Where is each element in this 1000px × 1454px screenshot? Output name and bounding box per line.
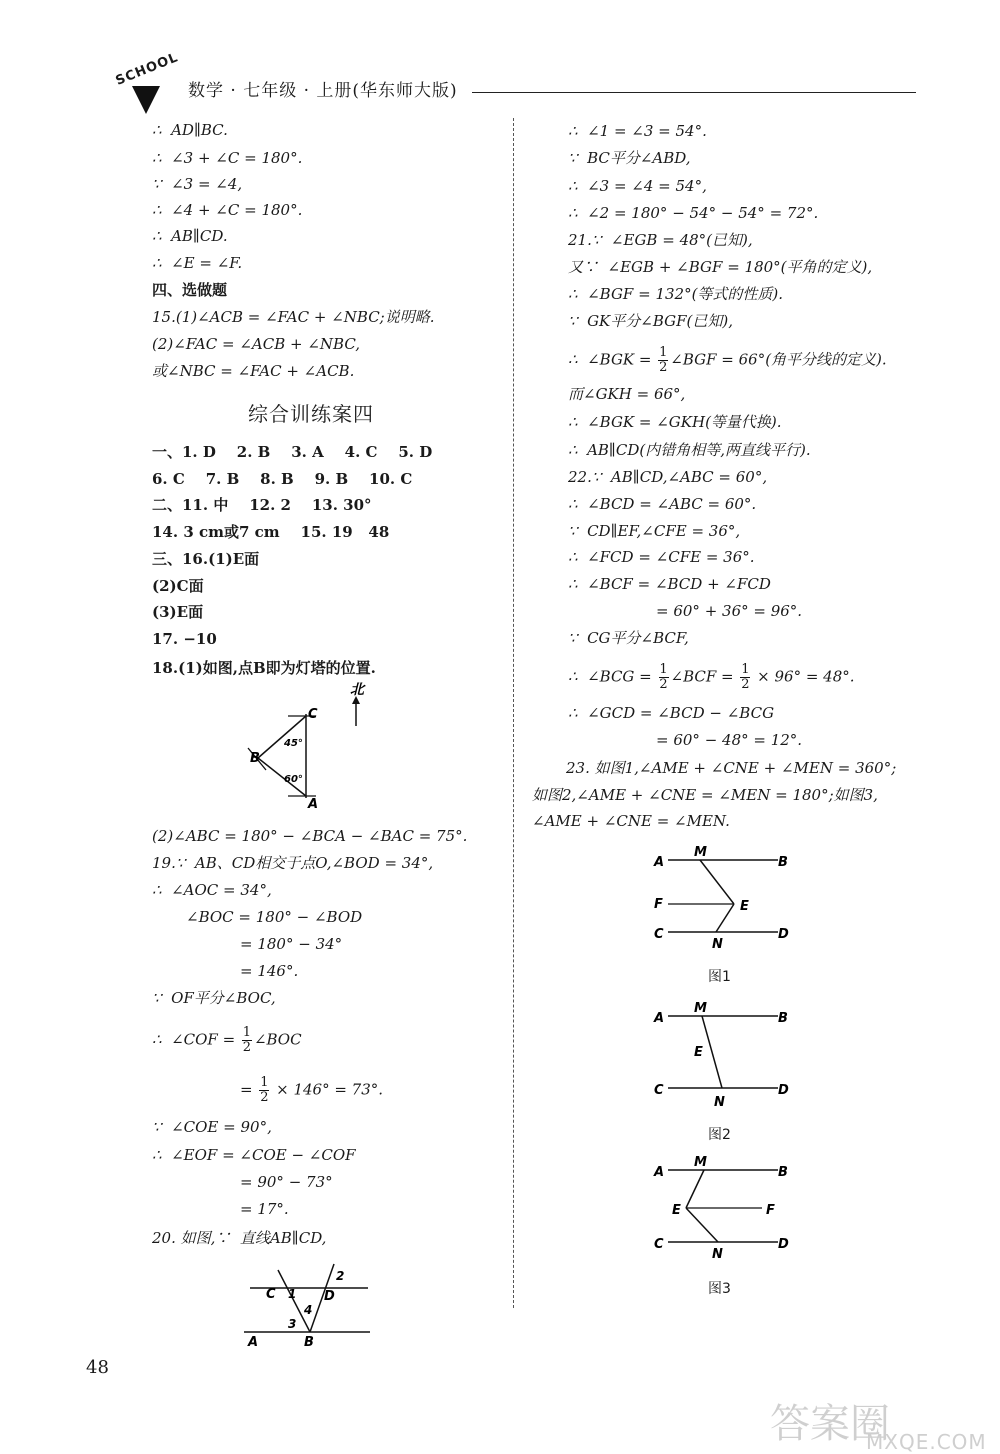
fig3-label-e: E bbox=[672, 1203, 681, 1218]
fig3-label-b: B bbox=[778, 1165, 788, 1180]
text-line: 19.∵ AB、CD相交于点O,∠BOD = 34°, bbox=[152, 854, 434, 872]
fig18-label-b: B bbox=[250, 751, 260, 766]
text-line: 或∠NBC = ∠FAC + ∠ACB. bbox=[152, 362, 355, 380]
header-title: 数学 · 七年级 · 上册(华东师大版) bbox=[188, 81, 458, 101]
fraction-num: 1 bbox=[242, 1025, 252, 1040]
fig1-label-d: D bbox=[778, 927, 789, 942]
text-line: 15.(1)∠ACB = ∠FAC + ∠NBC;说明略. bbox=[152, 308, 435, 326]
fraction-num: 1 bbox=[260, 1075, 269, 1090]
school-logo-text: SCHOOL bbox=[113, 50, 181, 89]
fraction bbox=[259, 1076, 269, 1105]
fig3-label-f: F bbox=[766, 1203, 775, 1218]
watermark: 答案圈 bbox=[770, 1401, 890, 1447]
fig2-label-b: B bbox=[778, 1011, 788, 1026]
text-line: (2)∠FAC = ∠ACB + ∠NBC, bbox=[152, 335, 361, 353]
equation-22 bbox=[568, 663, 855, 692]
fig18-label-a: A bbox=[308, 797, 319, 812]
fraction-num: 1 bbox=[741, 662, 750, 677]
text-line: ∠BOC = 180° − ∠BOD bbox=[186, 908, 363, 926]
fraction-num: 1 bbox=[659, 345, 668, 360]
fig20-label-b: B bbox=[304, 1335, 314, 1350]
text-line: 23. 如图1,∠AME + ∠CNE + ∠MEN = 360°; bbox=[566, 759, 897, 777]
text-line: ∴ ∠2 = 180° − 54° − 54° = 72°. bbox=[568, 204, 819, 222]
text-line: ∵ OF平分∠BOC, bbox=[152, 989, 276, 1007]
equation-21 bbox=[568, 346, 887, 375]
page-header bbox=[100, 50, 920, 118]
text-line: ∴ ∠FCD = ∠CFE = 36°. bbox=[568, 548, 755, 566]
text-line: = 90° − 73° bbox=[240, 1173, 333, 1191]
eq-text: ∴ ∠BGK = bbox=[568, 350, 657, 369]
eq-text: × 146° = 73°. bbox=[271, 1080, 384, 1099]
answer-line: 17. −10 bbox=[152, 630, 217, 648]
text-line: 21.∵ ∠EGB = 48°(已知), bbox=[568, 231, 753, 249]
text-line: ∵ ∠COE = 90°, bbox=[152, 1118, 272, 1136]
text-line: ∠AME + ∠CNE = ∠MEN. bbox=[532, 812, 730, 830]
text-line: ∴ ∠BCD = ∠ABC = 60°. bbox=[568, 495, 757, 513]
fraction-den: 2 bbox=[242, 1040, 252, 1055]
fig3-label-a: A bbox=[654, 1165, 665, 1180]
fig3-label-d: D bbox=[778, 1237, 789, 1252]
text-line: ∴ ∠1 = ∠3 = 54°. bbox=[568, 122, 707, 140]
fig18-line-bc bbox=[258, 716, 306, 758]
fig1-label-n: N bbox=[712, 937, 723, 952]
text-line: ∵ ∠3 = ∠4, bbox=[152, 175, 243, 193]
fig20-label-c: C bbox=[266, 1287, 276, 1302]
fig1-label-c: C bbox=[654, 927, 664, 942]
figure-23-2 bbox=[648, 996, 798, 1110]
equation-19a bbox=[152, 1026, 302, 1055]
answer-line: 二、11. 中 12. 2 13. 30° bbox=[152, 496, 372, 514]
figure-23-3 bbox=[648, 1152, 798, 1266]
text-line: 又∵ ∠EGB + ∠BGF = 180°(平角的定义), bbox=[568, 258, 873, 276]
text-line: ∴ ∠E = ∠F. bbox=[152, 254, 243, 272]
fig18-angle-45: 45° bbox=[284, 738, 303, 749]
fig1-label-m: M bbox=[694, 845, 707, 860]
fig20-angle-3: 3 bbox=[288, 1317, 297, 1331]
eq-text: × 96° = 48°. bbox=[752, 667, 855, 686]
text-line: 20. 如图,∵ 直线AB∥CD, bbox=[152, 1229, 327, 1247]
fig1-label-b: B bbox=[778, 855, 788, 870]
fig3-label-c: C bbox=[654, 1237, 664, 1252]
answer-line: 18.(1)如图,点B即为灯塔的位置. bbox=[152, 659, 376, 677]
text-line: = 180° − 34° bbox=[240, 935, 343, 953]
fig2-label-e: E bbox=[694, 1045, 703, 1060]
fig18-angle-60: 60° bbox=[284, 774, 303, 785]
text-line: = 146°. bbox=[240, 962, 299, 980]
text-line: ∵ GK平分∠BGF(已知), bbox=[568, 312, 734, 330]
column-divider bbox=[513, 118, 514, 1308]
text-line: ∴ ∠BCF = ∠BCD + ∠FCD bbox=[568, 575, 771, 593]
fig20-label-d: D bbox=[324, 1289, 335, 1304]
answer-line: 一、1. D 2. B 3. A 4. C 5. D bbox=[152, 443, 433, 461]
text-line: ∴ ∠AOC = 34°, bbox=[152, 881, 272, 899]
fraction bbox=[242, 1026, 252, 1055]
fig18-north: 北 bbox=[350, 682, 364, 698]
fig2-label-m: M bbox=[694, 1001, 707, 1016]
watermark-url: MXQE.COM bbox=[866, 1430, 987, 1454]
text-line: ∴ ∠4 + ∠C = 180°. bbox=[152, 201, 303, 219]
fig3-line-en bbox=[686, 1208, 718, 1242]
section-title: 综合训练案四 bbox=[248, 402, 374, 426]
text-line: = 60° − 48° = 12°. bbox=[656, 731, 803, 749]
eq-text: ∴ ∠COF = bbox=[152, 1030, 240, 1049]
fraction bbox=[658, 346, 668, 375]
text-line: 22.∵ AB∥CD,∠ABC = 60°, bbox=[568, 468, 768, 486]
text-line: ∴ ∠BGF = 132°(等式的性质). bbox=[568, 285, 784, 303]
fig20-angle-1: 1 bbox=[288, 1287, 297, 1301]
fraction-den: 2 bbox=[741, 677, 750, 692]
fig1-label-a: A bbox=[654, 855, 665, 870]
figure-18 bbox=[238, 680, 378, 815]
text-line: = 60° + 36° = 96°. bbox=[656, 602, 803, 620]
school-logo-icon bbox=[132, 86, 160, 114]
fig2-label-c: C bbox=[654, 1083, 664, 1098]
fig20-angle-4: 4 bbox=[304, 1303, 313, 1317]
fig2-label-d: D bbox=[778, 1083, 789, 1098]
text-line: ∴ AB∥CD(内错角相等,两直线平行). bbox=[568, 441, 811, 459]
answer-line: (3)E面 bbox=[152, 603, 204, 621]
figure-caption-1: 图1 bbox=[708, 969, 731, 985]
header-rule bbox=[472, 92, 916, 93]
text-line: ∴ ∠BGK = ∠GKH(等量代换). bbox=[568, 413, 782, 431]
text-line: ∴ ∠EOF = ∠COE − ∠COF bbox=[152, 1146, 356, 1164]
fig3-label-m: M bbox=[694, 1155, 707, 1170]
answer-line: 6. C 7. B 8. B 9. B 10. C bbox=[152, 470, 413, 488]
text-line: = 17°. bbox=[240, 1200, 289, 1218]
answer-line: 14. 3 cm或7 cm 15. 19 48 bbox=[152, 523, 390, 541]
text-line: 如图2,∠AME + ∠CNE = ∠MEN = 180°;如图3, bbox=[532, 786, 878, 804]
text-line: ∴ ∠3 + ∠C = 180°. bbox=[152, 149, 303, 167]
fraction bbox=[659, 663, 669, 692]
fig2-line-mn bbox=[702, 1016, 722, 1088]
figure-23-1 bbox=[648, 842, 798, 954]
text-line: ∵ CD∥EF,∠CFE = 36°, bbox=[568, 522, 741, 540]
eq-text: = bbox=[240, 1080, 258, 1099]
eq-text: ∴ ∠BCG = bbox=[568, 667, 657, 686]
eq-text: ∠BCF = bbox=[670, 667, 739, 686]
fig1-label-e: E bbox=[740, 899, 749, 914]
fraction-den: 2 bbox=[659, 360, 668, 375]
fig3-label-n: N bbox=[712, 1247, 723, 1262]
figure-caption-3: 图3 bbox=[708, 1281, 731, 1297]
fig2-label-a: A bbox=[654, 1011, 665, 1026]
equation-19b bbox=[240, 1076, 383, 1105]
fraction-num: 1 bbox=[659, 662, 668, 677]
text-line: (2)∠ABC = 180° − ∠BCA − ∠BAC = 75°. bbox=[152, 827, 468, 845]
fig20-angle-2: 2 bbox=[336, 1269, 345, 1283]
eq-text: ∠BOC bbox=[253, 1030, 302, 1049]
text-line: ∴ AB∥CD. bbox=[152, 227, 228, 245]
fig3-line-me bbox=[686, 1170, 704, 1208]
text-line: ∴ ∠3 = ∠4 = 54°, bbox=[568, 177, 707, 195]
fig20-label-a: A bbox=[248, 1335, 259, 1350]
fig1-line-en bbox=[716, 904, 734, 932]
fraction bbox=[740, 663, 750, 692]
section-heading: 四、选做题 bbox=[152, 281, 228, 299]
answer-line: (2)C面 bbox=[152, 577, 204, 595]
text-line: ∴ ∠GCD = ∠BCD − ∠BCG bbox=[568, 704, 775, 722]
page-number: 48 bbox=[86, 1357, 109, 1378]
fig1-line-me bbox=[700, 860, 734, 904]
answer-line: 三、16.(1)E面 bbox=[152, 550, 260, 568]
text-line: ∵ BC平分∠ABD, bbox=[568, 149, 691, 167]
text-line: ∵ CG平分∠BCF, bbox=[568, 629, 689, 647]
figure-20 bbox=[238, 1260, 378, 1350]
text-line: ∴ AD∥BC. bbox=[152, 121, 228, 139]
eq-text: ∠BGF = 66°(角平分线的定义). bbox=[670, 350, 887, 369]
figure-caption-2: 图2 bbox=[708, 1127, 731, 1143]
fig2-label-n: N bbox=[714, 1095, 725, 1110]
fig18-label-c: C bbox=[308, 707, 318, 722]
fig1-label-f: F bbox=[654, 897, 663, 912]
fraction-den: 2 bbox=[260, 1090, 269, 1105]
fraction-den: 2 bbox=[659, 677, 668, 692]
text-line: 而∠GKH = 66°, bbox=[568, 385, 686, 403]
